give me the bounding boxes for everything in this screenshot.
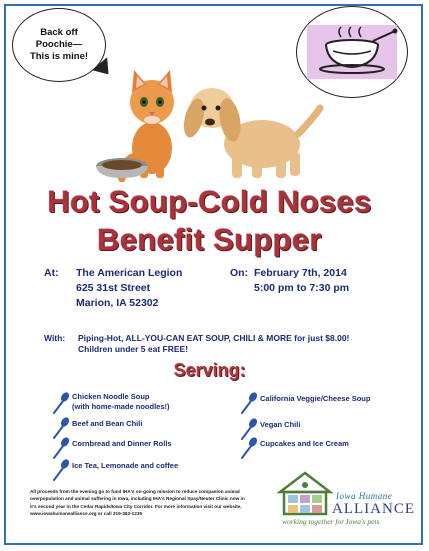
title-line-1: Hot Soup-Cold Noses [47, 184, 372, 219]
title-line-2: Benefit Supper [97, 222, 322, 257]
spoon-icon [52, 417, 70, 439]
org-name: Iowa Humane [336, 491, 393, 501]
menu-item-cornbread-rolls: Cornbread and Dinner Rolls [72, 439, 172, 448]
with-details [78, 333, 349, 355]
event-date: February 7th, 2014 [254, 267, 347, 279]
menu-item-drinks: Ice Tea, Lemonade and coffee [72, 461, 179, 470]
speech-line-2: Poochie— [35, 39, 83, 50]
menu-item-california-veggie-soup: California Veggie/Cheese Soup [260, 394, 371, 403]
footer-text: All proceeds from the evening go to fund IHA's on-going mission to reduce companion animal overpopulation and animal suffering in Iowa, including IHA's Regional Spay/Neuter Clinic now in it's second year in the Cedar Rapids/Iowa City Corridor. For more information visit our website, www.iowahumanealliance.org or call 319-363-1235 [30, 489, 245, 516]
menu-item-vegan-chili: Vegan Chili [260, 420, 301, 429]
at-label: At: [44, 267, 59, 279]
org-alliance: ALLIANCE [332, 501, 415, 517]
speech-line-1: Back off [40, 27, 78, 38]
event-time: 5:00 pm to 7:30 pm [254, 282, 350, 294]
menu-item-chicken-noodle-soup: Chicken Noodle Soup (with home-made noodles!) [72, 392, 170, 411]
food-bowl-icon [96, 158, 148, 178]
menu-item-beef-bean-chili: Beef and Bean Chili [72, 419, 143, 428]
spoon-icon [52, 459, 70, 481]
spoon-icon [240, 392, 258, 414]
spoon-icon [52, 392, 70, 414]
event-location [76, 266, 182, 311]
menu-item-cupcakes-ice-cream: Cupcakes and Ice Cream [260, 439, 349, 448]
serving-heading: Serving: [173, 360, 246, 380]
with-line-1: Piping-Hot, ALL-YOU-CAN EAT SOUP, CHILI & MORE for just $8.00! [78, 333, 350, 343]
spoon-icon [52, 437, 70, 459]
with-label: With: [44, 333, 66, 343]
on-label: On: [230, 267, 249, 279]
speech-line-3: This is mine! [29, 51, 89, 62]
spoon-icon [240, 437, 258, 459]
venue-street: 625 31st Street [76, 282, 151, 294]
event-datetime [254, 266, 349, 296]
house-logo-icon [276, 470, 334, 516]
venue-name: The American Legion [76, 267, 183, 279]
puppy-icon [180, 88, 320, 178]
kitten-and-puppy-illustration [92, 62, 332, 182]
with-line-2: Children under 5 eat FREE! [78, 344, 189, 354]
org-tagline: working together for Iowa's pets [282, 517, 380, 526]
venue-city: Marion, IA 52302 [76, 297, 159, 309]
